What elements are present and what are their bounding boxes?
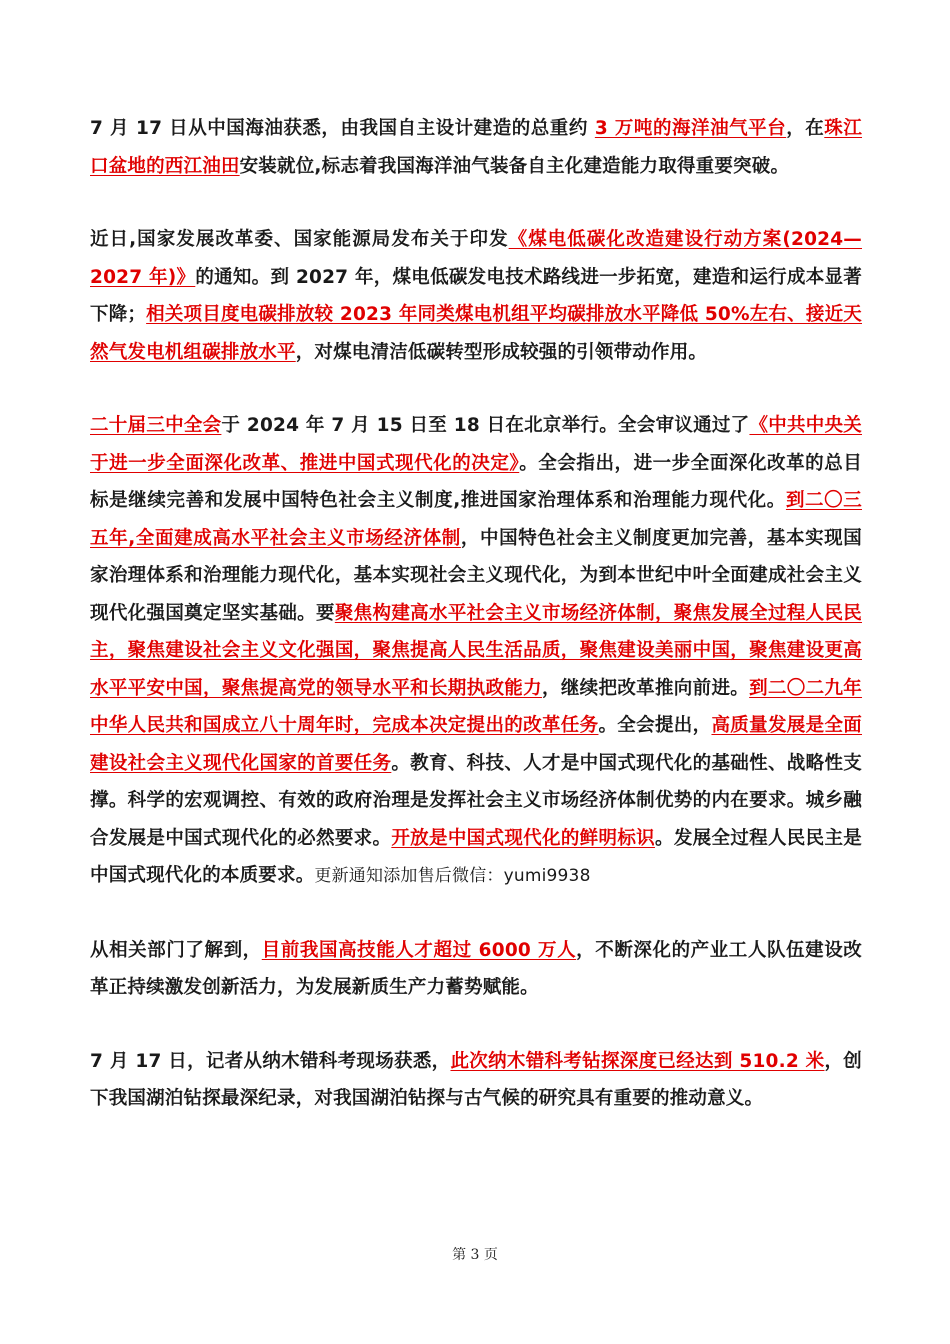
highlight-segment: 到二〇二九年中华人民共和国成立八十周年时，完成本决定提出的改革任务 — [90, 677, 863, 736]
paragraph-namco-drilling — [90, 1043, 862, 1118]
highlight-segment: 到二〇三五年,全面建成高水平社会主义市场经济体制 — [90, 490, 862, 549]
highlight-segment: 《中共中央关于进一步全面深化改革、推进中国式现代化的决定》 — [90, 415, 862, 474]
wechat-notice: 更新通知添加售后微信：yumi9938 — [314, 866, 591, 886]
highlight-segment: 开放是中国式现代化的鲜明标识 — [391, 827, 655, 849]
text-segment: ，不断深化的产业工人队伍建设改革正持续激发创新活力，为发展新质生产力蓄势赋能。 — [90, 939, 862, 998]
paragraph-coal-power — [90, 221, 862, 371]
text-segment: ，对煤电清洁低碳转型形成较强的引领带动作用。 — [295, 341, 708, 363]
highlight-segment: 珠江口盆地的西江油田 — [90, 118, 863, 177]
highlight-segment: 聚焦构建高水平社会主义市场经济体制，聚焦发展全过程人民民主，聚焦建设社会主义文化强国，聚焦提高人民生活品质，聚焦建设美丽中国，聚焦建设更高水平平安中国，聚焦提高党的领导水平和长期执政能力 — [90, 602, 862, 699]
highlight-segment: 3 万吨的海洋油气平台 — [594, 118, 787, 139]
text-segment: 。全会指出，进一步全面深化改革的总目标是继续完善和发展中国特色社会主义制度,推进国家治理体系和治理能力现代化。 — [90, 452, 862, 511]
paragraph-third-plenum — [90, 407, 862, 896]
text-segment: 从相关部门了解到， — [90, 939, 262, 961]
paragraph-oil-platform — [90, 110, 862, 185]
text-segment: 7 月 17 日从中国海油获悉，由我国自主设计建造的总重约 — [90, 118, 595, 139]
text-segment: ，在 — [786, 118, 825, 139]
text-segment: ，继续把改革推向前进。 — [541, 677, 750, 699]
text-segment: 安装就位,标志着我国海洋油气装备自主化建造能力取得重要突破。 — [239, 155, 790, 177]
highlight-segment: 相关项目度电碳排放较 2023 年同类煤电机组平均碳排放水平降低 50%左右、接近天然气发电机组碳排放水平 — [90, 304, 862, 363]
text-segment: 的通知。到 2027 年，煤电低碳发电技术路线进一步拓宽，建造和运行成本显著下降； — [90, 266, 862, 325]
highlight-segment: 二十届三中全会 — [90, 415, 222, 436]
text-segment: ，中国特色社会主义制度更加完善，基本实现国家治理体系和治理能力现代化，基本实现社会主义现代化，为到本世纪中叶全面建成社会主义现代化强国奠定坚实基础。要 — [90, 527, 863, 624]
paragraph-spacer — [90, 1007, 862, 1043]
text-segment: 。发展全过程人民民主是中国式现代化的本质要求。 — [90, 827, 863, 886]
text-segment: 。全会提出， — [598, 715, 712, 736]
paragraph-spacer — [90, 185, 862, 221]
highlight-segment: 目前我国高技能人才超过 6000 万人 — [261, 939, 577, 961]
highlight-segment: 高质量发展是全面建设社会主义现代化国家的首要任务 — [90, 715, 862, 774]
text-segment: 。教育、科技、人才是中国式现代化的基础性、战略性支撑。科学的宏观调控、有效的政府治理是发挥社会主义市场经济体制优势的内在要求。城乡融合发展是中国式现代化的必然要求。 — [90, 752, 862, 849]
text-segment: 7 月 17 日，记者从纳木错科考现场获悉， — [90, 1050, 451, 1072]
paragraph-skilled-talent — [90, 932, 862, 1007]
text-segment: 于 2024 年 7 月 15 日至 18 日在北京举行。全会审议通过了 — [221, 415, 750, 436]
page-number: 第 3 页 — [452, 1247, 498, 1263]
highlight-segment: 此次纳木错科考钻探深度已经达到 510.2 米 — [450, 1050, 825, 1072]
highlight-segment: 《煤电低碳化改造建设行动方案(2024—2027 年)》 — [90, 229, 862, 288]
paragraph-spacer — [90, 896, 862, 932]
text-segment: 近日,国家发展改革委、国家能源局发布关于印发 — [90, 229, 509, 250]
paragraph-spacer — [90, 371, 862, 407]
document-body — [90, 110, 862, 1118]
text-segment: ，创下我国湖泊钻探最深纪录，对我国湖泊钻探与古气候的研究具有重要的推动意义。 — [90, 1050, 862, 1109]
